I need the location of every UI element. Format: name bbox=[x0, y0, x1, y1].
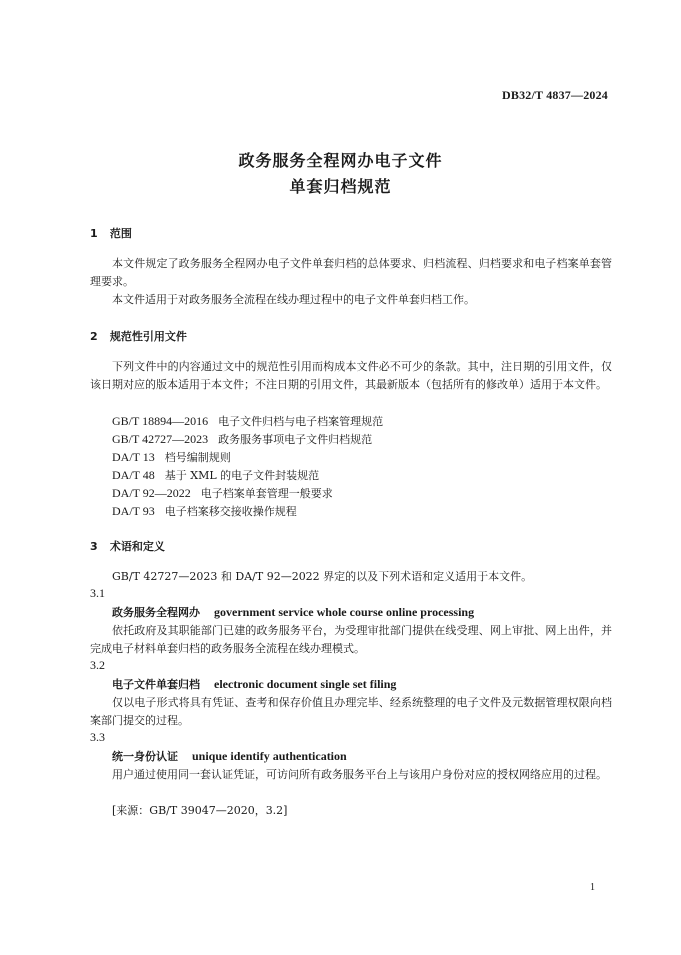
section-number: 2 bbox=[90, 330, 98, 343]
reference-code: GB/T 42727—2023 bbox=[112, 432, 209, 446]
document-title-line2: 单套归档规范 bbox=[289, 177, 392, 196]
term-english: electronic document single set filing bbox=[214, 677, 397, 691]
section-number: 3 bbox=[90, 540, 98, 553]
term-heading bbox=[112, 676, 396, 692]
reference-name: 电子档案单套管理一般要求 bbox=[200, 487, 333, 500]
reference-code: DA/T 48 bbox=[112, 468, 155, 482]
term-chinese: 政务服务全程网办 bbox=[112, 606, 200, 619]
section-title: 范围 bbox=[109, 227, 132, 240]
reference-item bbox=[112, 412, 383, 431]
term-definition: 依托政府及其职能部门已建的政务服务平台，为受理审批部门提供在线受理、网上审批、网上出件，并完成电子材料单套归档的政务服务全流程在线办理模式。 bbox=[90, 624, 612, 655]
reference-item bbox=[112, 448, 231, 467]
reference-code: DA/T 93 bbox=[112, 504, 155, 518]
section-title: 术语和定义 bbox=[109, 540, 165, 553]
clause-number: 3.3 bbox=[90, 730, 105, 744]
section-3-intro: GB/T 42727—2023 和 DA/T 92—2022 界定的以及下列术语和定义适用于本文件。 bbox=[112, 570, 533, 583]
term-chinese: 电子文件单套归档 bbox=[112, 678, 200, 691]
term-definition: 用户通过使用同一套认证凭证，可访问所有政务服务平台上与该用户身份对应的授权网络应用的过程。 bbox=[112, 768, 607, 781]
section-number: 1 bbox=[90, 227, 98, 240]
clause-number: 3.1 bbox=[90, 586, 105, 600]
reference-item bbox=[112, 466, 319, 485]
section-2-heading bbox=[90, 328, 187, 344]
term-chinese: 统一身份认证 bbox=[112, 750, 178, 763]
reference-code: GB/T 18894—2016 bbox=[112, 414, 209, 428]
reference-name: 电子档案移交接收操作规程 bbox=[164, 505, 297, 518]
reference-item bbox=[112, 430, 372, 449]
term-definition: 仅以电子形式将具有凭证、查考和保存价值且办理完毕、经系统整理的电子文件及元数据管理权限向档案部门提交的过程。 bbox=[90, 696, 612, 727]
section-3-heading bbox=[90, 538, 165, 554]
term-english: unique identify authentication bbox=[192, 749, 347, 763]
document-title-line1: 政务服务全程网办电子文件 bbox=[238, 151, 443, 170]
section-1-paragraph-2: 本文件适用于对政务服务全流程在线办理过程中的电子文件单套归档工作。 bbox=[112, 293, 475, 306]
term-english: government service whole course online processing bbox=[214, 605, 475, 619]
page-number: 1 bbox=[590, 882, 595, 893]
reference-name: 基于 XML 的电子文件封装规范 bbox=[164, 469, 320, 482]
reference-item bbox=[112, 484, 333, 503]
reference-name: 档号编制规则 bbox=[164, 451, 231, 464]
section-1-paragraph-1: 本文件规定了政务服务全程网办电子文件单套归档的总体要求、归档流程、归档要求和电子档案单套管理要求。 bbox=[90, 257, 612, 288]
section-2-paragraph: 下列文件中的内容通过文中的规范性引用而构成本文件必不可少的条款。其中，注日期的引用文件，仅该日期对应的版本适用于本文件；不注日期的引用文件，其最新版本（包括所有的修改单）适用于本文件。 bbox=[90, 360, 612, 391]
reference-code: DA/T 13 bbox=[112, 450, 155, 464]
clause-number: 3.2 bbox=[90, 658, 105, 672]
reference-code: DA/T 92—2022 bbox=[112, 486, 191, 500]
section-1-heading bbox=[90, 225, 132, 241]
term-heading bbox=[112, 748, 347, 764]
reference-name: 政务服务事项电子文件归档规范 bbox=[218, 433, 373, 446]
reference-item bbox=[112, 502, 297, 521]
term-heading bbox=[112, 604, 474, 620]
term-source: [来源：GB/T 39047—2020，3.2] bbox=[112, 804, 288, 817]
section-title: 规范性引用文件 bbox=[109, 330, 187, 343]
standard-number: DB32/T 4837—2024 bbox=[502, 88, 608, 102]
reference-name: 电子文件归档与电子档案管理规范 bbox=[218, 415, 384, 428]
